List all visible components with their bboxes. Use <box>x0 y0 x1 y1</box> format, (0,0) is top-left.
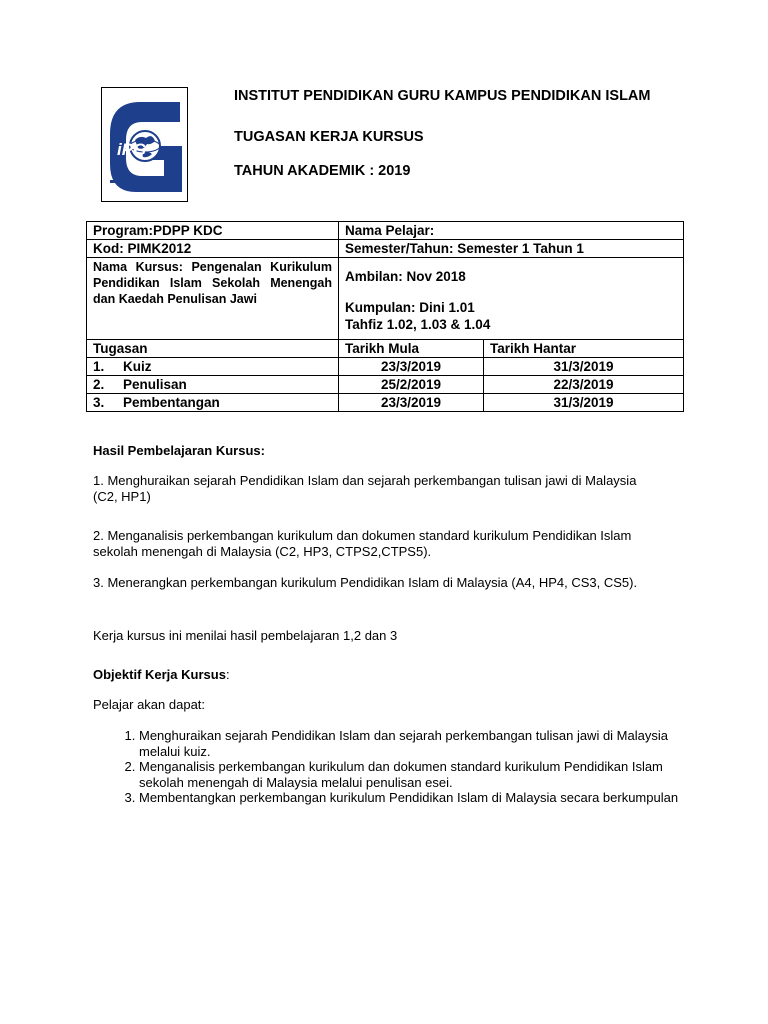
outcome-item: 1. Menghuraikan sejarah Pendidikan Islam dan sejarah perkembangan tulisan jawi di Malaysia (C2, HP1) <box>93 473 637 504</box>
tahfiz-label: Tahfiz 1.02, 1.03 & 1.04 <box>345 317 491 332</box>
student-name-cell: Nama Pelajar: <box>339 222 684 240</box>
institute-name: INSTITUT PENDIDIKAN GURU KAMPUS PENDIDIKAN ISLAM <box>234 88 651 104</box>
start-date: 25/2/2019 <box>339 376 484 394</box>
academic-year: TAHUN AKADEMIK : 2019 <box>234 163 411 179</box>
outcomes-note: Kerja kursus ini menilai hasil pembelajaran 1,2 dan 3 <box>93 628 398 643</box>
objectives-intro: Pelajar akan dapat: <box>93 697 206 712</box>
outcome-item: 2. Menganalisis perkembangan kurikulum dan dokumen standard kurikulum Pendidikan Islam sekolah menengah di Malaysia (C2, HP3, CTPS2,CTPS5). <box>93 528 632 559</box>
start-date: 23/3/2019 <box>339 394 484 412</box>
objective-item: 1. Menghuraikan sejarah Pendidikan Islam dan sejarah perkembangan tulisan jawi di Malaysia melalui kuiz. <box>139 728 683 759</box>
objective-item: 2. Menganalisis perkembangan kurikulum dan dokumen standard kurikulum Pendidikan Islam sekolah menengah di Malaysia melalui penulisan esei. <box>139 759 683 790</box>
due-date: 31/3/2019 <box>484 394 684 412</box>
objectives-heading <box>93 667 673 683</box>
group-label: Kumpulan: Dini 1.01 <box>345 300 475 315</box>
start-date: 23/3/2019 <box>339 358 484 376</box>
course-info-table <box>86 221 684 412</box>
table-row <box>87 358 684 376</box>
objectives-title: Objektif Kerja Kursus <box>93 667 226 682</box>
due-date: 22/3/2019 <box>484 376 684 394</box>
course-code-cell: Kod: PIMK2012 <box>87 240 339 258</box>
task-name: Penulisan <box>123 377 187 392</box>
due-date-header: Tarikh Hantar <box>484 340 684 358</box>
table-row <box>87 376 684 394</box>
row-number: 2. <box>93 377 105 392</box>
logo-text: iPG <box>117 140 147 159</box>
row-number: 1. <box>93 359 105 374</box>
intake-label: Ambilan: Nov 2018 <box>345 269 466 284</box>
outcome-item: 3. Menerangkan perkembangan kurikulum Pendidikan Islam di Malaysia (A4, HP4, CS3, CS5). <box>93 575 638 590</box>
row-number: 3. <box>93 395 105 410</box>
table-row <box>87 394 684 412</box>
due-date: 31/3/2019 <box>484 358 684 376</box>
ipg-logo <box>101 87 188 202</box>
objectives-list <box>93 728 683 806</box>
intake-group-cell <box>339 258 684 340</box>
task-name: Pembentangan <box>123 395 220 410</box>
task-name: Kuiz <box>123 359 152 374</box>
start-date-header: Tarikh Mula <box>339 340 484 358</box>
outcomes-title: Hasil Pembelajaran Kursus: <box>93 443 265 458</box>
task-header: Tugasan <box>87 340 339 358</box>
doc-type: TUGASAN KERJA KURSUS <box>234 129 424 145</box>
objective-item: 3. Membentangkan perkembangan kurikulum Pendidikan Islam di Malaysia secara berkumpulan <box>139 790 683 806</box>
course-name-cell: Nama Kursus: Pengenalan Kurikulum Pendidikan Islam Sekolah Menengah dan Kaedah Penulisan Jawi <box>87 258 339 340</box>
program-cell: Program:PDPP KDC <box>87 222 339 240</box>
semester-cell: Semester/Tahun: Semester 1 Tahun 1 <box>339 240 684 258</box>
objectives-colon: : <box>225 667 230 682</box>
